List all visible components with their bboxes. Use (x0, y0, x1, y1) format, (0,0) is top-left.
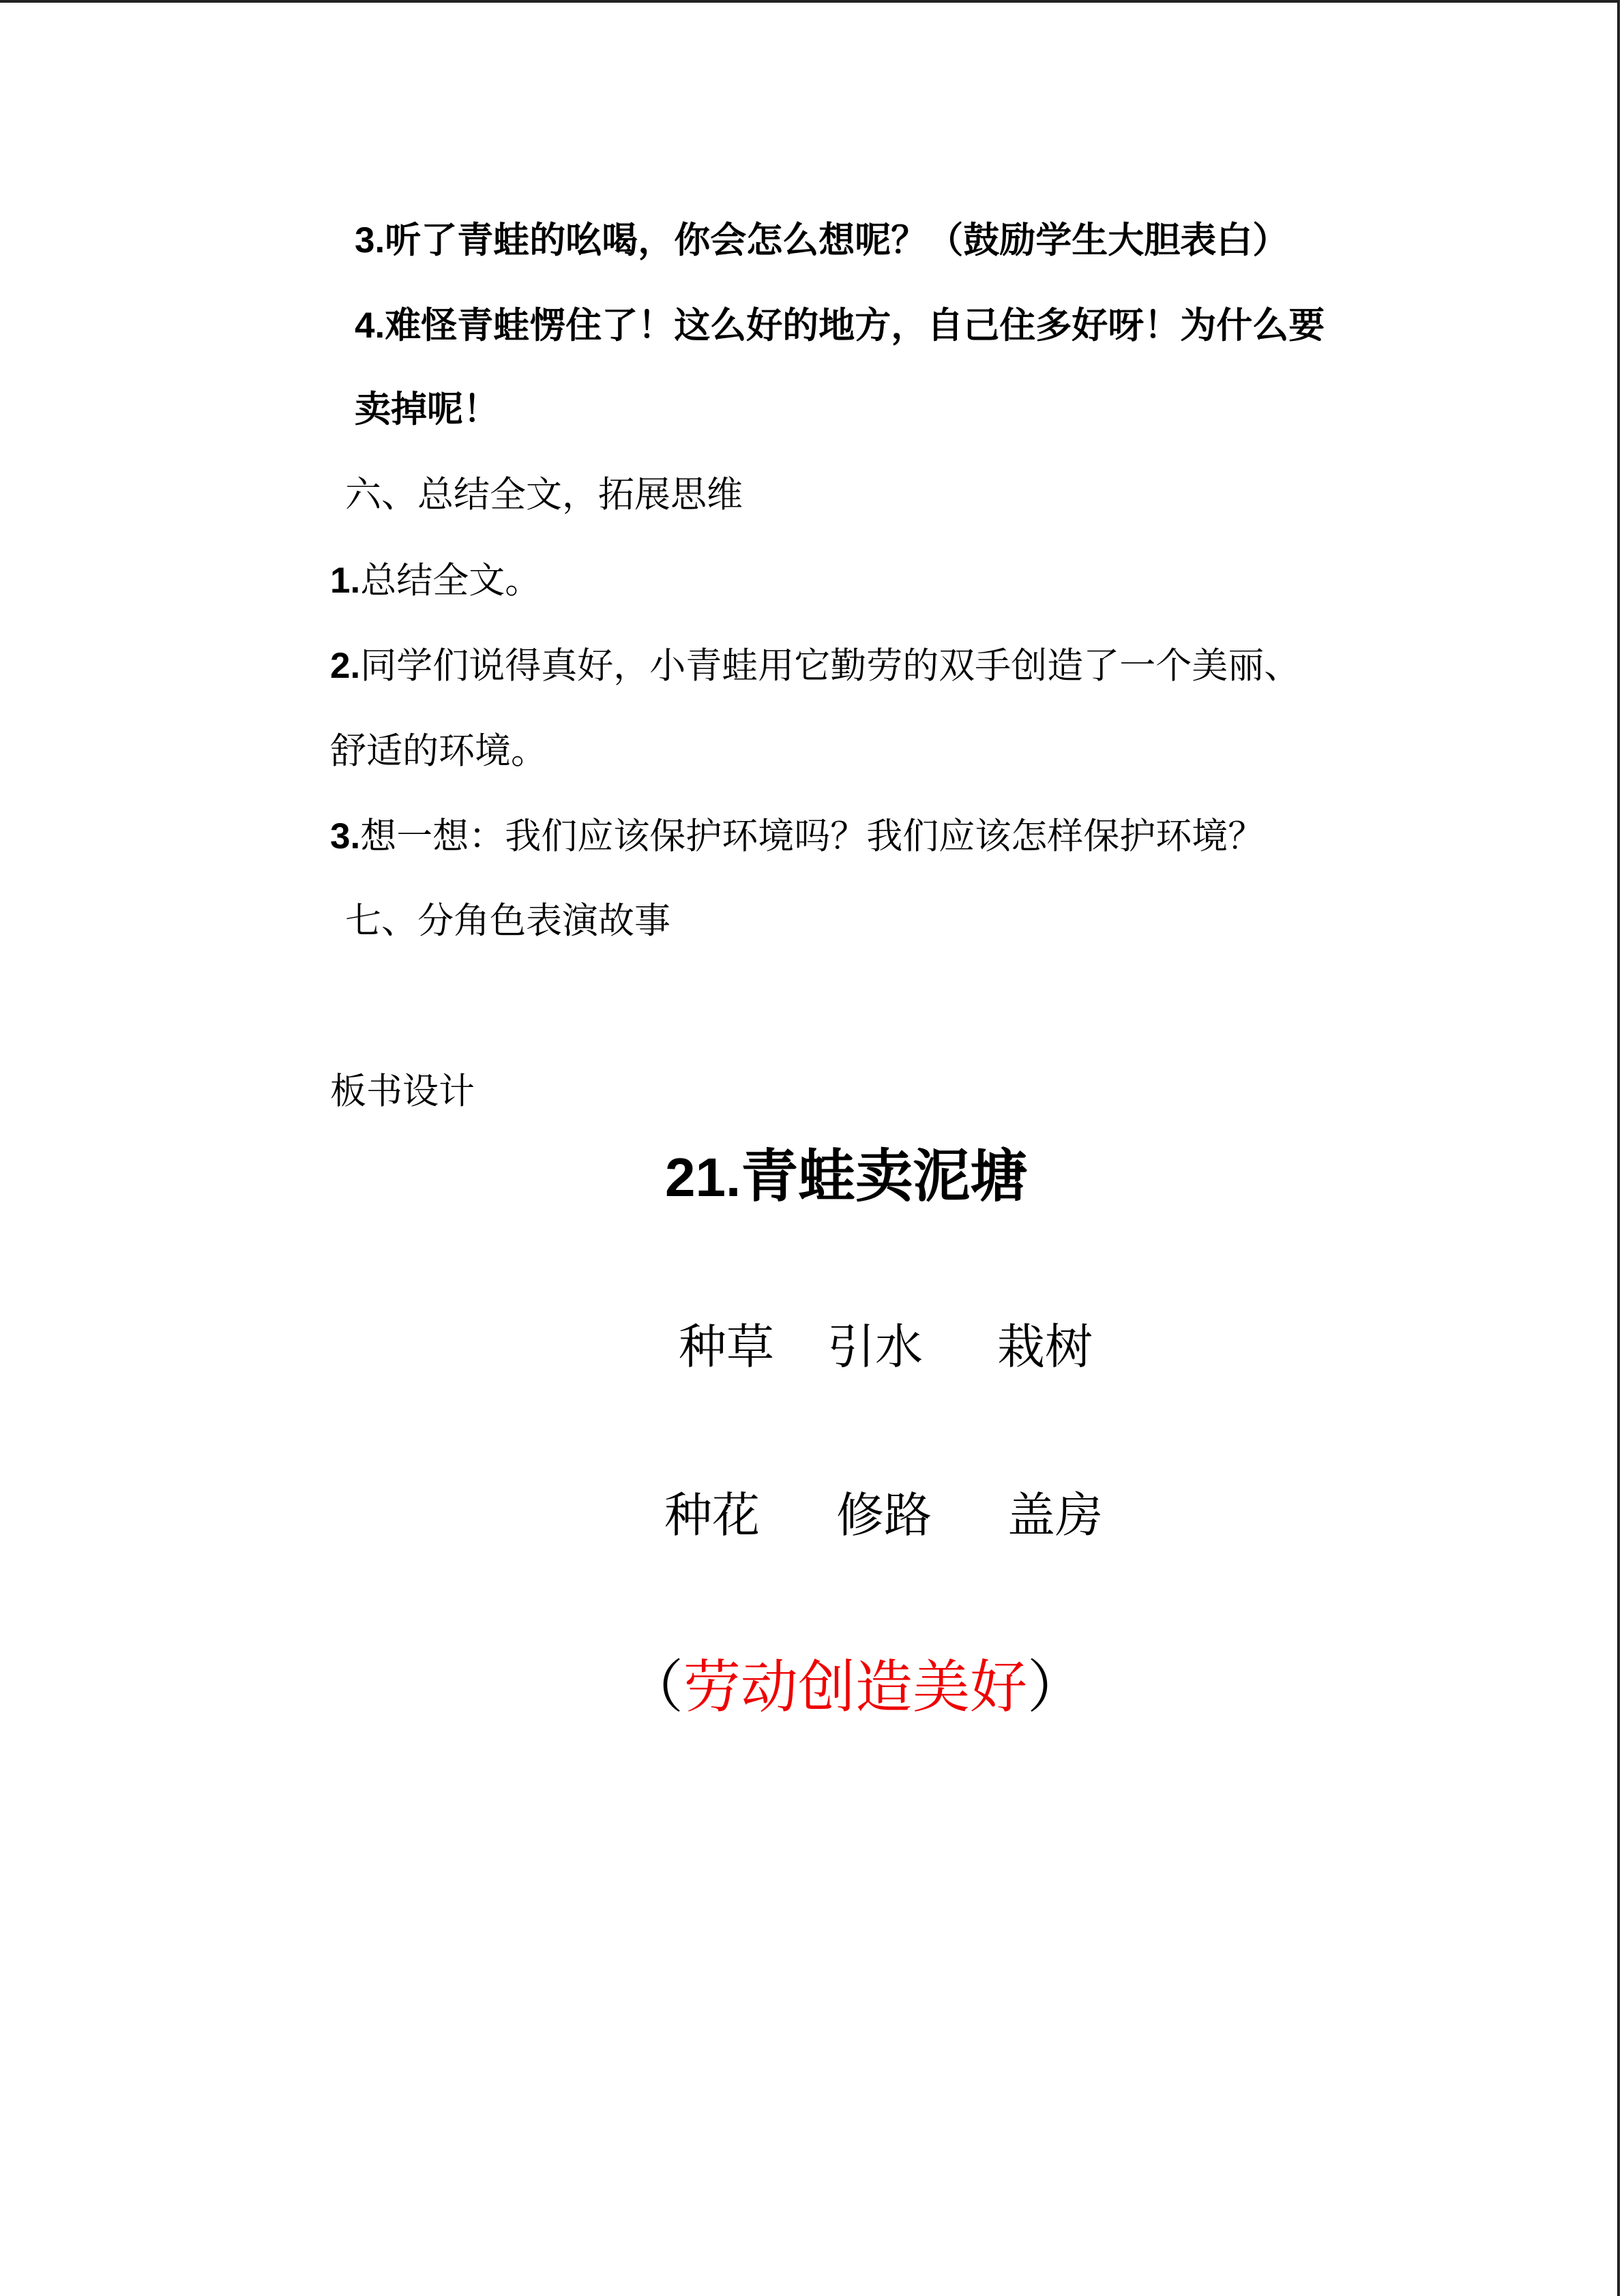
board-word: 引水 (827, 1319, 923, 1375)
section-heading: 七、分角色表演故事 (345, 900, 670, 942)
list-item (330, 813, 1264, 861)
board-word: 种花 (664, 1487, 760, 1543)
item-text: 听了青蛙的吆喝，你会怎么想呢？（鼓励学生大胆表白） (385, 220, 1289, 261)
list-item (355, 302, 1325, 350)
list-item (355, 217, 1288, 265)
item-text: 舒适的环境。 (330, 730, 547, 772)
item-number: 3. (330, 816, 361, 856)
board-label: 板书设计 (330, 1071, 475, 1112)
board-row (0, 1485, 1624, 1546)
board-word: 栽树 (997, 1319, 1093, 1375)
board-word: 修路 (836, 1487, 932, 1543)
section-heading: 六、总结全文，拓展思维 (345, 474, 743, 516)
board-word: 种草 (679, 1319, 774, 1375)
list-item (330, 642, 1300, 690)
board-title-number: 21. (665, 1147, 741, 1208)
board-summary-text: 劳动创造美好 (683, 1654, 1028, 1720)
board-title (665, 1142, 1027, 1212)
board-summary (626, 1653, 1084, 1721)
close-paren: ） (1027, 1654, 1085, 1720)
item-number: 3. (355, 220, 385, 260)
item-text: 难怪青蛙愣住了！这么好的地方，自己住多好呀！为什么要 (385, 305, 1325, 346)
board-row (0, 1316, 1624, 1377)
item-number: 2. (330, 646, 361, 686)
list-item-continuation (355, 386, 499, 434)
item-text: 卖掉呢！ (355, 389, 499, 430)
item-number: 4. (355, 305, 385, 346)
item-number: 1. (330, 561, 361, 601)
open-paren: （ (626, 1654, 684, 1720)
list-item-continuation (330, 728, 547, 775)
item-text: 总结全文。 (360, 560, 542, 601)
item-text: 想一想：我们应该保护环境吗？我们应该怎样保护环境？ (360, 816, 1265, 857)
item-text: 同学们说得真好，小青蛙用它勤劳的双手创造了一个美丽、 (360, 645, 1301, 687)
board-title-text: 青蛙卖泥塘 (741, 1143, 1028, 1210)
board-word: 盖房 (1007, 1487, 1103, 1543)
list-item (330, 557, 541, 605)
